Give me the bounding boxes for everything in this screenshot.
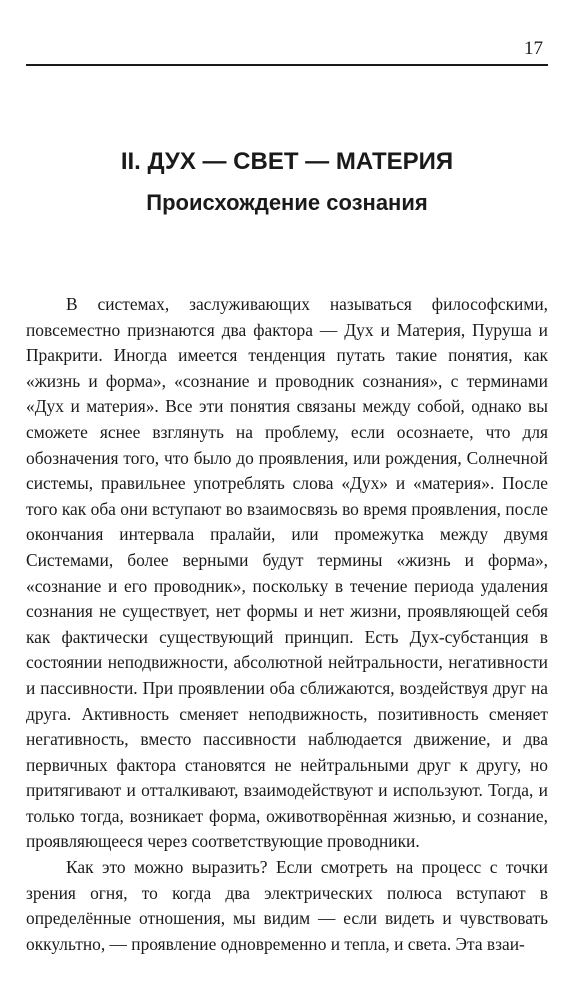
header-rule <box>26 64 548 66</box>
page-number: 17 <box>524 38 543 59</box>
paragraph: Как это можно выразить? Если смотреть на процесс с точки зрения огня, то когда два электрических полюса вступают в определённые отношения, мы видим — если видеть и чувствовать оккультно, — проявление одновременно и тепла, и света. Эта взаи- <box>26 857 548 954</box>
paragraph: В системах, заслуживающих называться философскими, повсеместно признаются два фактора — Дух и Материя, Пуруша и Пракрити. Иногда имеется тенденция путать такие понятия, как «жизнь и форма», «сознание и проводник сознания», с терминами «Дух и материя». Все эти понятия связаны между собой, однако вы сможете яснее взглянуть на проблему, если осознаете, что для обозначения того, что было до проявления, или рождения, Солнечной системы, правильнее употреблять слова «Дух» и «материя». После того как оба они вступают во взаимосвязь во время проявления, после окончания интервала пралайи, или промежутка между двумя Системами, более верными будут термины «жизнь и форма», «сознание и его проводник», поскольку в течение периода удаления сознания не существует, нет формы и нет жизни, проявляющей себя как фактически существующий принцип. Есть Дух-субстанция в состоянии неподвижности, абсолютной нейтральности, негативности и пассивности. При проявлении оба сближаются, воздействуя друг на друга. Активность сменяет неподвижность, позитивность сменяет негативность, вместо пассивности наблюдается движение, и два первичных фактора становятся не нейтральными друг к другу, но притягивают и отталкивают, взаимодействуют и используют. Тогда, и только тогда, возникает форма, оживотворённая жизнью, и сознание, проявляющееся через соответствующие проводники. <box>26 294 548 852</box>
chapter-subtitle: Происхождение сознания <box>146 190 428 215</box>
chapter-title: II. ДУХ — СВЕТ — МАТЕРИЯ <box>120 148 454 175</box>
body-text <box>26 292 548 957</box>
